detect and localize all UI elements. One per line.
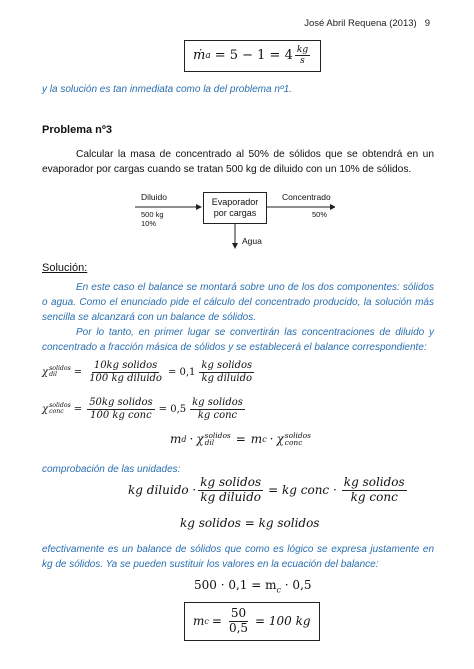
units-equation	[128, 476, 409, 505]
chi-conc-fraction-1	[87, 397, 154, 421]
ma-symbol: ṁ	[193, 48, 206, 64]
substitution-equation	[194, 578, 312, 594]
chi-dil-fraction-2	[199, 360, 254, 384]
solution-paragraph-1: En este caso el balance se montará sobre uno de los dos componentes: sólidos o agua. Como el enunciado pide el cálculo del concentrado producido, la solución más sencilla se alcanzará con un balance de sólidos.	[42, 282, 434, 323]
note-substitute: efectivamente es un balance de sólidos que como es lógico se expresa justamente en kg de sólidos. Ya se pueden sustituir los valores en la ecuación del balance:	[42, 544, 434, 570]
chi-conc-value: = 0,5	[158, 403, 187, 415]
units-mid: = kg conc ·	[268, 483, 337, 498]
mc-sub: c	[262, 434, 267, 444]
solution-paragraph-2: Por lo tanto, en primer lugar se convertirán las concentraciones de diluido y concentrado a fracción másica de sólidos y se establecerá el balance correspondiente:	[42, 327, 434, 353]
result-rhs: = 100 kg	[255, 614, 311, 629]
chi-conc-d1: 100 kg conc	[90, 409, 152, 421]
page-number: 9	[424, 18, 430, 29]
units-n2: kg solidos	[343, 475, 405, 489]
ma-rhs: = 5 − 1 = 4	[214, 48, 293, 64]
problem-title: Problema nº3	[42, 124, 113, 136]
chi-dil-value: = 0,1	[167, 366, 196, 378]
sub-tail: · 0,5	[280, 578, 312, 592]
chi-conc-indices	[49, 403, 71, 415]
solution-heading: Solución:	[42, 262, 88, 274]
result-m: m	[193, 614, 205, 629]
balance-chi-dil-sub: dil	[204, 438, 215, 448]
units-d1: kg diluido	[200, 489, 261, 504]
chi-dil-indices	[49, 366, 71, 378]
note-solution-immediate: y la solución es tan inmediata como la del problema nº1.	[42, 84, 292, 95]
ma-subscript: a	[205, 50, 211, 61]
chi-conc-d2: kg conc	[197, 409, 238, 421]
balance-chi-dil-indices	[205, 432, 231, 446]
units-d2: kg conc	[350, 489, 398, 504]
chi-conc-fraction-2	[190, 397, 245, 421]
output-label: Concentrado	[282, 192, 331, 202]
chi-dil-sup: solidos	[49, 365, 71, 373]
balance-equation: m d · χ solidos dil = m c · χ solidos conc	[170, 431, 311, 448]
md-sub: d	[181, 434, 187, 444]
sub-c: c	[276, 585, 281, 595]
problem-statement: Calcular la masa de concentrado al 50% de sólidos que se obtendrá en un evaporador por cargas cuando se tratan 500 kg de diluido con un 10% de sólidos.	[42, 149, 434, 175]
result-fraction	[227, 607, 250, 636]
input-mass: 500 kg	[141, 210, 164, 219]
result-den: 0,5	[228, 620, 249, 635]
chi-conc-n2: kg solidos	[192, 397, 243, 408]
chi-conc-sup: solidos	[49, 402, 71, 410]
chi-diluted-equation: χ solidos dil = $\frac{\text{10kg solidos}}{\text{100 kg diluido}}$ = 0,1 $\frac{\text{kg solidos}}{\text{kg diluido}}$	[42, 360, 253, 384]
units-n1: kg solidos	[200, 475, 262, 489]
units-result: kg solidos = kg solidos	[180, 516, 320, 530]
result-equation: m c = $\frac{50}{0,5}$ = 100 kg	[184, 602, 320, 641]
ma-unit-den: s	[300, 56, 305, 67]
chi-dil-fraction-1	[87, 360, 164, 384]
balance-chi-conc-sup: solidos	[284, 431, 311, 440]
balance-chi-conc-sub: conc	[284, 438, 303, 448]
result-sub: c	[204, 616, 209, 626]
chi-conc-sub: conc	[49, 408, 64, 415]
water-label: Agua	[242, 236, 262, 246]
units-fraction-2	[342, 476, 407, 505]
md-symbol: m	[170, 432, 182, 447]
units-fraction-1	[198, 476, 263, 505]
result-num: 50	[230, 606, 247, 620]
evaporator-label-2: por cargas	[213, 208, 257, 218]
input-label: Diluido	[141, 192, 167, 202]
chi-conc-symbol: χ	[42, 403, 49, 415]
balance-chi-conc-indices	[285, 432, 311, 446]
chi-dil-sub: dil	[49, 371, 57, 378]
balance-chi-dil-sup: solidos	[204, 431, 231, 440]
chi-dil-n2: kg solidos	[201, 360, 253, 371]
author-text: José Abril Requena (2013)	[304, 18, 417, 29]
input-percent: 10%	[141, 219, 157, 228]
units-check-label: comprobación de las unidades:	[42, 464, 181, 475]
chi-dil-n1: 10kg solidos	[93, 360, 158, 371]
mc-symbol: m	[250, 432, 263, 447]
chi-dil-symbol: χ	[42, 366, 49, 378]
evaporator-label-1: Evaporador	[211, 197, 259, 207]
chi-conc-n1: 50kg solidos	[89, 397, 153, 408]
chi-dil-d2: kg diluido	[201, 372, 253, 384]
page-header	[304, 18, 430, 29]
chi-dil-d1: 100 kg diluido	[89, 372, 162, 384]
mass-flow-equation	[184, 40, 321, 72]
chi-concentrate-equation: χ solidos conc = $\frac{\text{50kg solidos}}{\text{100 kg conc}}$ = 0,5 $\frac{\text{kg solidos}}{\text{kg conc}}$	[42, 397, 243, 421]
ma-unit-num: kg	[296, 45, 309, 55]
ma-unit-fraction	[295, 45, 310, 67]
output-percent: 50%	[312, 210, 328, 219]
evaporator-box	[203, 192, 267, 224]
units-left: kg diluido ·	[128, 483, 197, 498]
sub-left: 500 · 0,1 = m	[194, 578, 277, 592]
